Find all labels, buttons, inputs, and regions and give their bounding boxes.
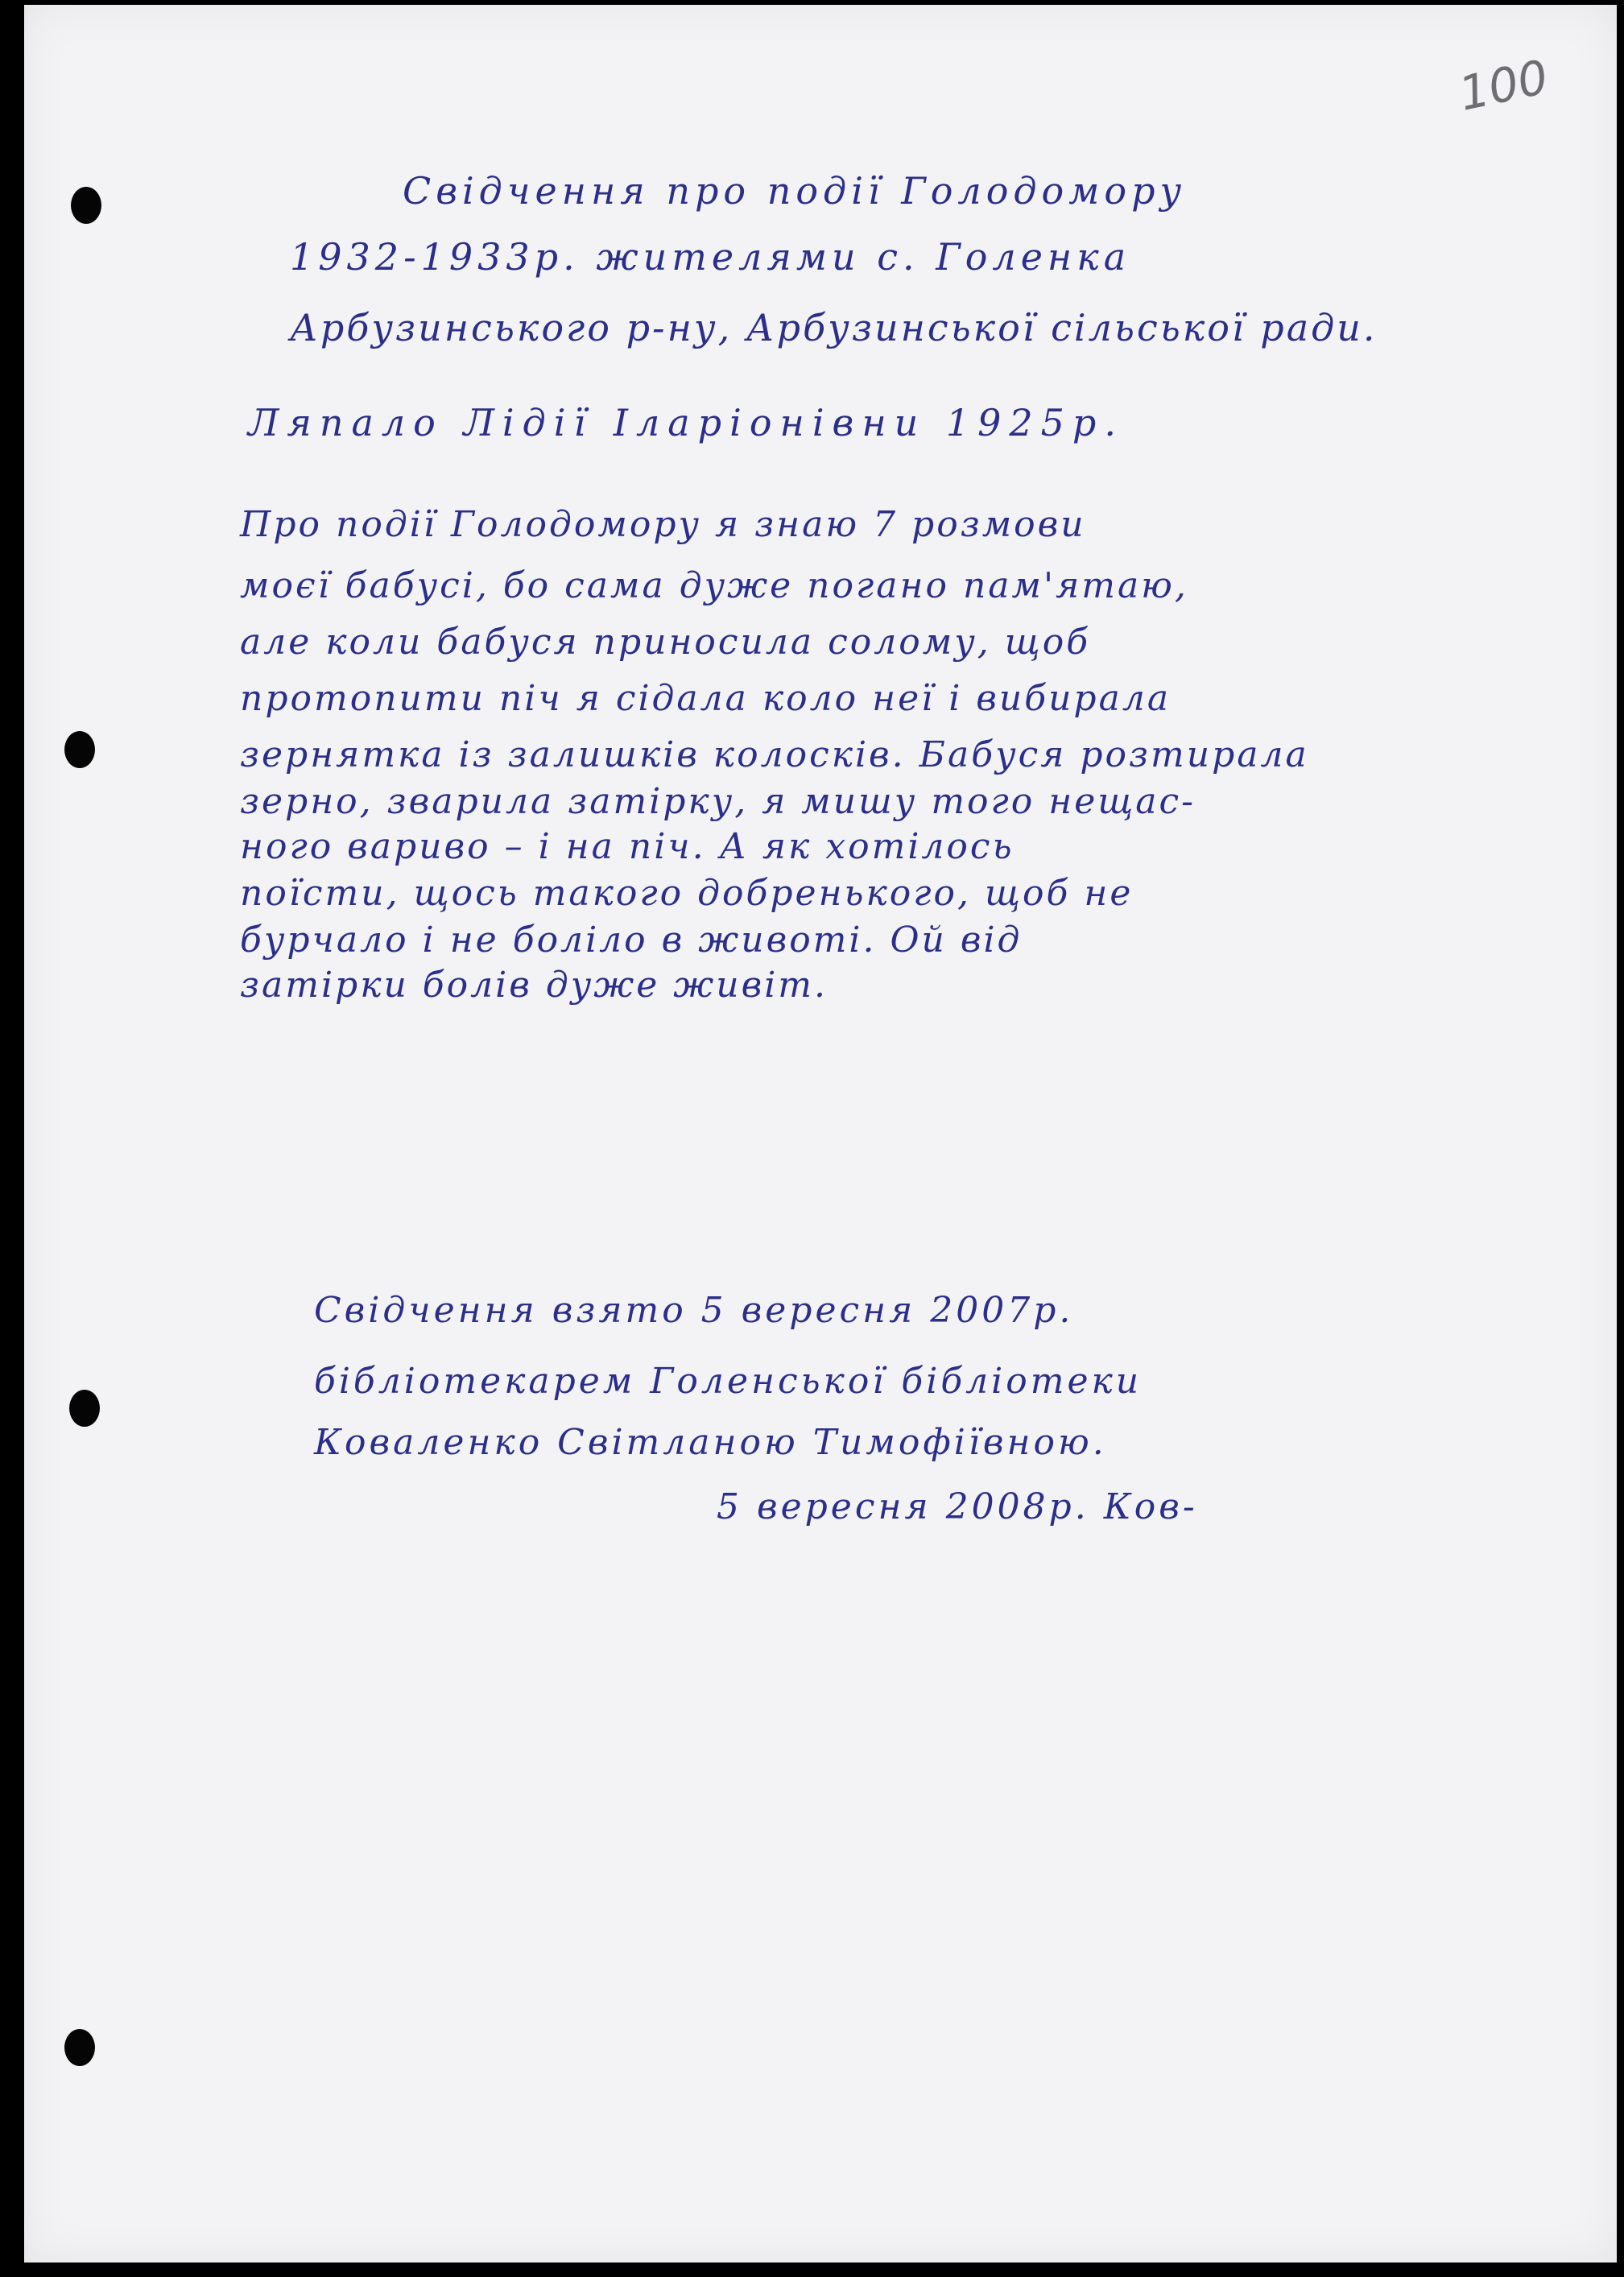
- body-line: поїсти, щось такого добренького, щоб не: [240, 873, 1134, 914]
- title-line-2: 1932-1933р. жителями с. Голенка: [290, 235, 1131, 279]
- document-page: [24, 5, 1617, 2263]
- body-line: затірки болів дуже живіт.: [240, 965, 829, 1006]
- footer-line: бібліотекарем Голенської бібліотеки: [314, 1361, 1143, 1402]
- body-line: моєї бабусі, бо сама дуже погано пам'ятаю,: [240, 565, 1188, 606]
- punch-hole-3: [69, 1390, 100, 1427]
- punch-hole-4: [64, 2029, 95, 2066]
- punch-hole-2: [64, 731, 95, 768]
- page-number: 100: [1454, 49, 1553, 122]
- footer-line: Коваленко Світланою Тимофіївною.: [314, 1422, 1107, 1463]
- footer-date-signature: 5 вересня 2008р. Ков-: [717, 1486, 1198, 1527]
- body-line: але коли бабуся приносила солому, щоб: [240, 622, 1091, 663]
- body-line: протопити піч я сідала коло неї і вибирала: [240, 678, 1172, 719]
- body-line: ного вариво – і на піч. А як хотілось: [240, 826, 1014, 867]
- witness-line: Ляпало Лідії Іларіонівни 1925р.: [248, 401, 1125, 444]
- body-line: бурчало і не боліло в животі. Ой від: [240, 919, 1023, 961]
- punch-hole-1: [71, 187, 101, 224]
- title-line-1: Свідчення про події Голодомору: [403, 169, 1187, 213]
- body-line: зерно, зварила затірку, я мишу того нещас-: [240, 781, 1196, 822]
- title-line-3: Арбузинського р-ну, Арбузинської сільської ради.: [290, 306, 1378, 349]
- body-line: Про події Голодомору я знаю 7 розмови: [240, 504, 1086, 545]
- body-line: зернятка із залишків колосків. Бабуся розтирала: [240, 734, 1309, 775]
- footer-line: Свідчення взято 5 вересня 2007р.: [314, 1290, 1074, 1331]
